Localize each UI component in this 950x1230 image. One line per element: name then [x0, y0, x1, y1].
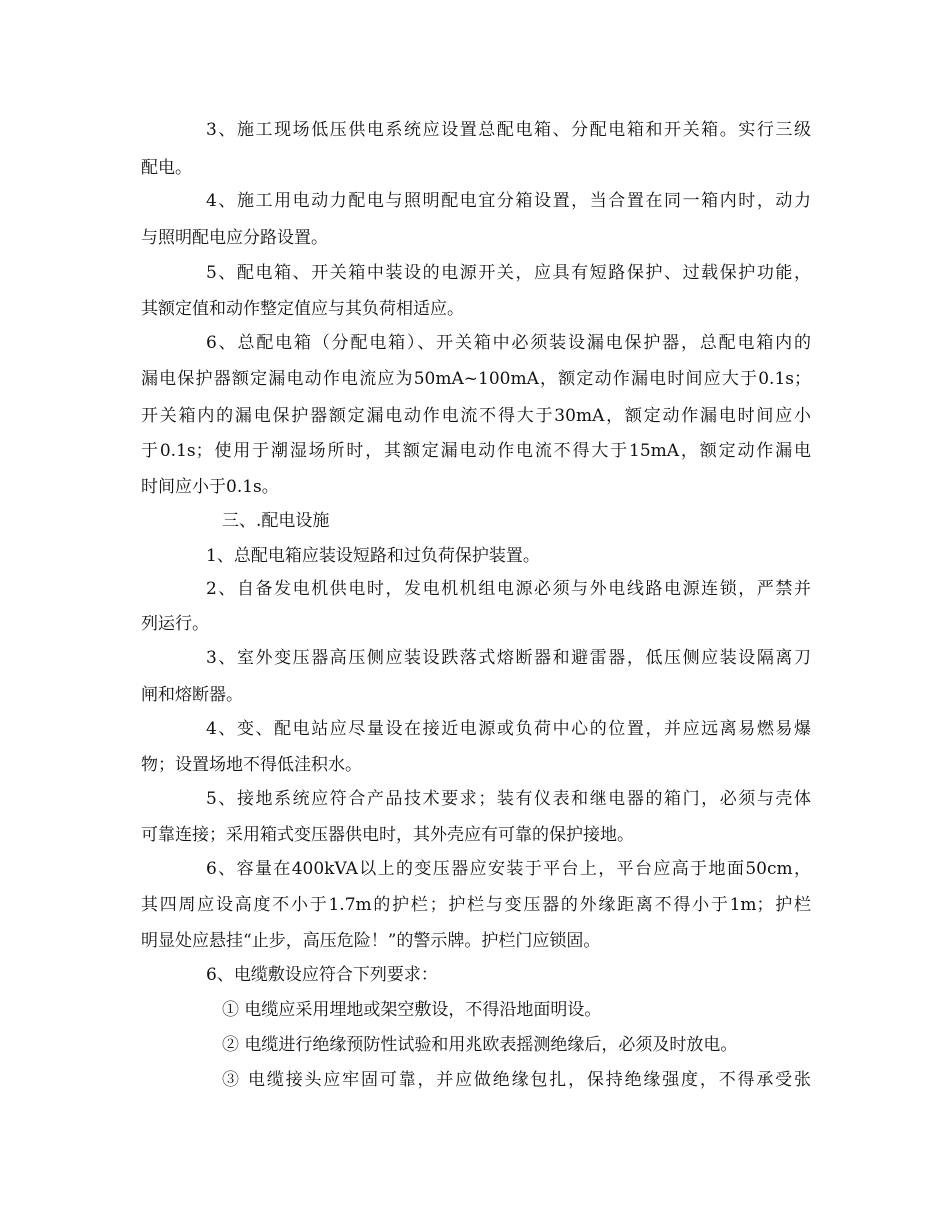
paragraph-line: 4、施工用电动力配电与照明配电宜分箱设置，当合置在同一箱内时，动力 [206, 191, 811, 211]
paragraph-line: 1、总配电箱应装设短路和过负荷保护装置。 [206, 546, 540, 566]
list-item: ② 电缆进行绝缘预防性试验和用兆欧表摇测绝缘后，必须及时放电。 [222, 1035, 738, 1055]
paragraph-line: 于0.1s；使用于潮湿场所时，其额定漏电动作电流不得大于15mA，额定动作漏电 [141, 441, 811, 461]
paragraph-line: 4、变、配电站应尽量设在接近电源或负荷中心的位置，并应远离易燃易爆 [206, 719, 811, 739]
paragraph-line: 其额定值和动作整定值应与其负荷相适应。 [141, 299, 464, 319]
paragraph-line: 列运行。 [141, 614, 209, 634]
paragraph-line: 配电。 [141, 158, 192, 178]
paragraph-line: 漏电保护器额定漏电动作电流应为50mA~100mA，额定动作漏电时间应大于0.1s； [141, 369, 811, 389]
paragraph-line: 物；设置场地不得低洼积水。 [141, 755, 362, 775]
section-heading: 三、.配电设施 [222, 511, 330, 531]
paragraph-line: 5、接地系统应符合产品技术要求；装有仪表和继电器的箱门，必须与壳体 [206, 789, 811, 809]
paragraph-line: 明显处应悬挂“止步，高压危险！”的警示牌。护栏门应锁固。 [141, 931, 601, 951]
list-item: ③ 电缆接头应牢固可靠，并应做绝缘包扎，保持绝缘强度，不得承受张 [222, 1070, 811, 1090]
paragraph-line: 其四周应设高度不小于1.7m的护栏；护栏与变压器的外缘距离不得小于1m；护栏 [141, 895, 811, 915]
paragraph-line: 3、室外变压器高压侧应装设跌落式熔断器和避雷器，低压侧应装设隔离刀 [206, 648, 811, 668]
paragraph-line: 2、自备发电机供电时，发电机机组电源必须与外电线路电源连锁，严禁并 [206, 579, 811, 599]
list-item: ① 电缆应采用埋地或架空敷设，不得沿地面明设。 [222, 1000, 602, 1020]
paragraph-line: 可靠连接；采用箱式变压器供电时，其外壳应有可靠的保护接地。 [141, 825, 634, 845]
paragraph-line: 6、容量在400kVA以上的变压器应安装于平台上，平台应高于地面50cm， [206, 859, 811, 879]
paragraph-line: 闸和熔断器。 [141, 685, 243, 705]
paragraph-line: 5、配电箱、开关箱中装设的电源开关，应具有短路保护、过载保护功能， [206, 263, 811, 283]
paragraph-line: 3、施工现场低压供电系统应设置总配电箱、分配电箱和开关箱。实行三级 [206, 120, 811, 140]
paragraph-line: 与照明配电应分路设置。 [141, 228, 328, 248]
paragraph-line: 6、电缆敷设应符合下列要求： [206, 965, 438, 985]
paragraph-line: 时间应小于0.1s。 [141, 477, 279, 497]
paragraph-line: 6、总配电箱（分配电箱）、开关箱中必须装设漏电保护器，总配电箱内的 [206, 333, 811, 353]
paragraph-line: 开关箱内的漏电保护器额定漏电动作电流不得大于30mA，额定动作漏电时间应小 [141, 406, 811, 426]
